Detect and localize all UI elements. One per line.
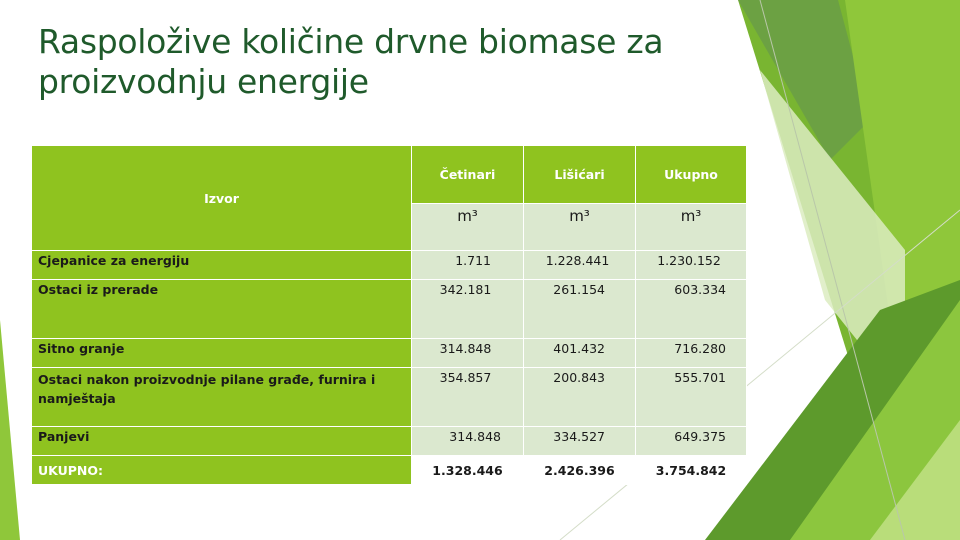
cell-ukupno: 649.375 [636, 427, 747, 456]
decor-shape-left [0, 320, 20, 540]
cell-ukupno: 603.334 [636, 280, 747, 339]
row-label: Sitno granje [32, 339, 412, 368]
cell-lisicari: 261.154 [524, 280, 636, 339]
row-label: Cjepanice za energiju [32, 251, 412, 280]
cell-lisicari: 334.527 [524, 427, 636, 456]
header-col-lisicari: Lišićari [524, 146, 636, 204]
table-row [32, 427, 747, 456]
slide-title: Raspoložive količine drvne biomase za proizvodnju energije [38, 22, 664, 101]
total-cetinari: 1.328.446 [412, 456, 524, 485]
unit-cetinari: m³ [412, 204, 524, 251]
row-label: Panjevi [32, 427, 412, 456]
table-row [32, 368, 747, 427]
cell-lisicari: 401.432 [524, 339, 636, 368]
header-col-ukupno: Ukupno [636, 146, 747, 204]
row-label: Ostaci iz prerade [32, 280, 412, 339]
cell-cetinari: 314.848 [412, 339, 524, 368]
table-row [32, 339, 747, 368]
row-label: Ostaci nakon proizvodnje pilane građe, furnira i namještaja [32, 368, 412, 427]
table-row [32, 251, 747, 280]
total-label: UKUPNO: [32, 456, 412, 485]
total-lisicari: 2.426.396 [524, 456, 636, 485]
table-row [32, 280, 747, 339]
biomass-table [31, 145, 747, 485]
unit-ukupno: m³ [636, 204, 747, 251]
cell-ukupno: 716.280 [636, 339, 747, 368]
unit-lisicari: m³ [524, 204, 636, 251]
cell-ukupno: 555.701 [636, 368, 747, 427]
cell-lisicari: 200.843 [524, 368, 636, 427]
cell-lisicari: 1.228.441 [524, 251, 636, 280]
cell-cetinari: 314.848 [412, 427, 524, 456]
header-col-cetinari: Četinari [412, 146, 524, 204]
header-source: Izvor [32, 146, 412, 251]
cell-cetinari: 354.857 [412, 368, 524, 427]
total-ukupno: 3.754.842 [636, 456, 747, 485]
table-total-row [32, 456, 747, 485]
cell-cetinari: 342.181 [412, 280, 524, 339]
cell-ukupno: 1.230.152 [636, 251, 747, 280]
cell-cetinari: 1.711 [412, 251, 524, 280]
